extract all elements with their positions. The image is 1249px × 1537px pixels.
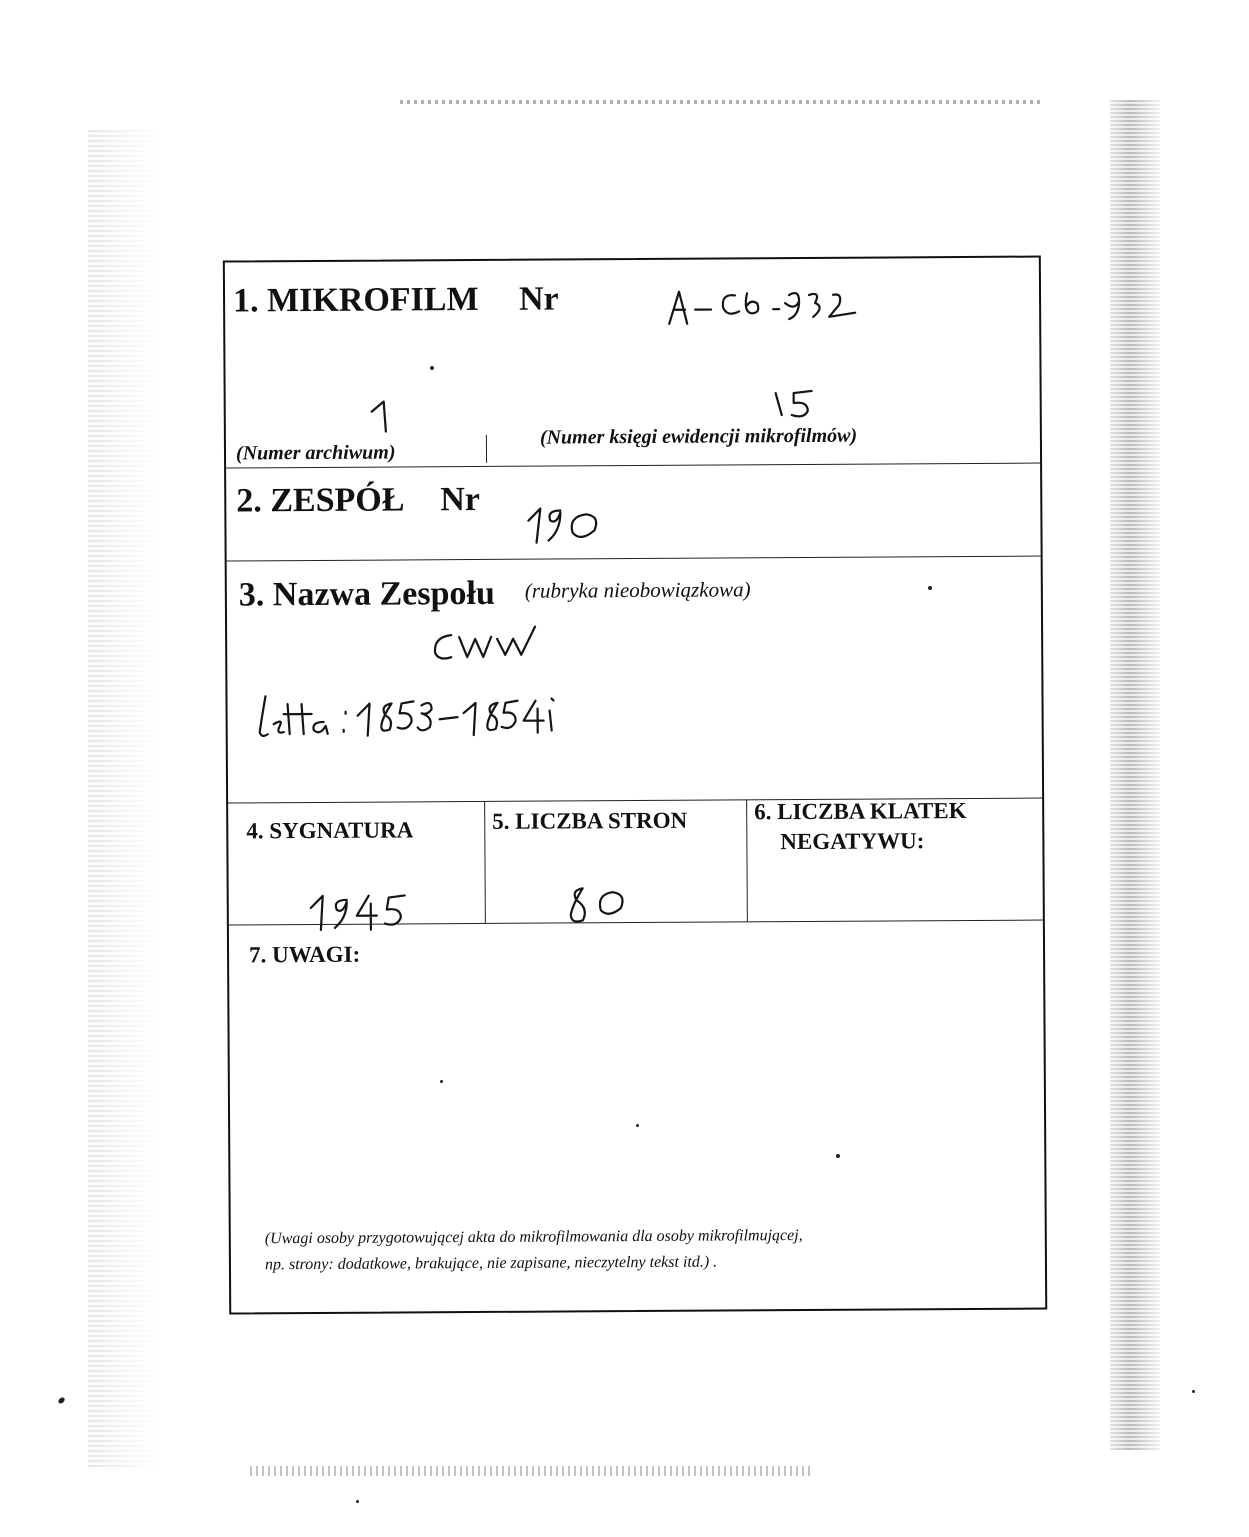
register-number-value — [772, 385, 822, 425]
liczba-stron-value — [565, 880, 645, 930]
archive-divider — [486, 435, 487, 463]
sygnatura-label: 4. SYGNATURA — [246, 817, 414, 844]
zespol-number-value — [524, 500, 614, 551]
archive-number-caption: (Numer archiwum) — [235, 441, 396, 465]
footnote-line-2: np. strony: dodatkowe, brakujące, nie zapisane, nieczytelny tekst itd.) . — [264, 1253, 718, 1274]
scan-speck — [1192, 1390, 1195, 1393]
negatywu-label: NEGATYWU: — [780, 828, 925, 855]
mikrofilm-number-value — [665, 283, 865, 334]
footnote-line-1: (Uwagi osoby przygotowującej akta do mikrofilmowania dla osoby mikrofilmującej, — [264, 1227, 803, 1248]
form-frame — [223, 256, 1047, 1315]
scan-speck — [836, 1154, 840, 1158]
scan-speck — [928, 586, 932, 590]
nazwa-zespolu-value — [431, 623, 551, 674]
nazwa-zespolu-label: 3. Nazwa Zespołu — [238, 574, 495, 614]
lata-value — [253, 688, 593, 750]
uwagi-label: 7. UWAGI: — [248, 941, 361, 968]
sygnatura-value — [307, 889, 427, 934]
mikrofilm-label: 1. MIKROFILM — [232, 280, 479, 320]
register-number-caption: (Numer księgi ewidencji mikrofilmów) — [539, 424, 858, 449]
scan-speck — [636, 1124, 639, 1127]
mikrofilm-nr-label: Nr — [518, 280, 559, 318]
archive-number-value — [366, 397, 396, 437]
liczba-klatek-label: 6. LICZBA KLATEK — [754, 798, 967, 825]
liczba-stron-label: 5. LICZBA STRON — [492, 807, 688, 834]
nazwa-zespolu-note: (rubryka nieobowiązkowa) — [524, 577, 751, 603]
scan-speck — [430, 366, 434, 370]
zespol-label: 2. ZESPÓŁ — [236, 481, 405, 520]
scan-speck — [356, 1500, 359, 1503]
scan-speck — [440, 1080, 443, 1083]
zespol-nr-label: Nr — [440, 480, 481, 519]
